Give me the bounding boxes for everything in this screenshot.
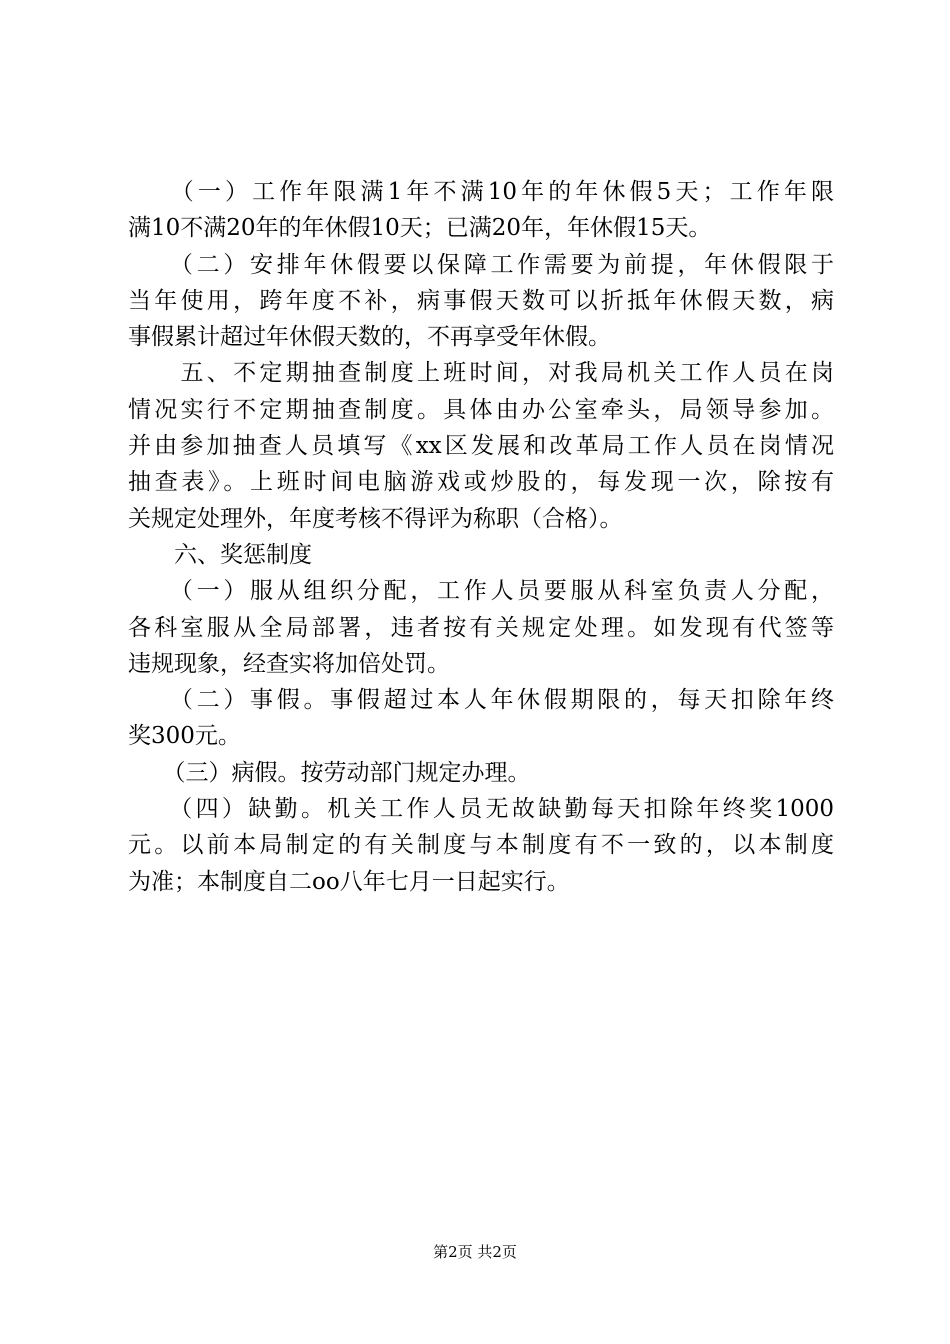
text-line: （四）缺勤。机关工作人员无故缺勤每天扣除年终奖1000 xyxy=(128,796,834,823)
text-line: （三）病假。按劳动部门规定办理。 xyxy=(128,759,531,786)
text-line: 抽查表》。上班时间电脑游戏或炒股的，每发现一次，除按有 xyxy=(128,469,834,496)
section-heading: 六、奖惩制度 xyxy=(128,541,312,568)
text-line: 奖300元。 xyxy=(128,723,241,750)
text-line: 关规定处理外，年度考核不得评为称职（合格）。 xyxy=(128,505,623,532)
text-line: 事假累计超过年休假天数的，不再享受年休假。 xyxy=(128,324,611,351)
text-line: （二）安排年休假要以保障工作需要为前提，年休假限于 xyxy=(128,251,834,278)
text-line: 元。以前本局制定的有关制度与本制度有不一致的，以本制度 xyxy=(128,832,834,859)
text-line: （一）服从组织分配，工作人员要服从科室负责人分配， xyxy=(128,578,834,605)
text-line: 满10不满20年的年休假10天；已满20年，年休假15天。 xyxy=(128,215,712,242)
text-line: 情况实行不定期抽查制度。具体由办公室牵头，局领导参加。 xyxy=(128,396,834,423)
page-number-footer: 第2页 共2页 xyxy=(433,1243,517,1261)
text-line: 违规现象，经查实将加倍处罚。 xyxy=(128,650,450,677)
document-body xyxy=(128,174,834,900)
text-line: （一）工作年限满1年不满10年的年休假5天；工作年限 xyxy=(128,179,834,205)
text-line: （二）事假。事假超过本人年休假期限的，每天扣除年终 xyxy=(128,687,834,714)
text-line: 各科室服从全局部署，违者按有关规定处理。如发现有代签等 xyxy=(128,614,834,641)
text-line: 当年使用，跨年度不补，病事假天数可以折抵年休假天数，病 xyxy=(128,287,834,314)
text-line: 五、不定期抽查制度上班时间，对我局机关工作人员在岗 xyxy=(128,360,834,387)
text-line: 并由参加抽查人员填写《xx区发展和改革局工作人员在岗情况 xyxy=(128,433,834,460)
text-line: 为准；本制度自二oo八年七月一日起实行。 xyxy=(128,868,570,895)
